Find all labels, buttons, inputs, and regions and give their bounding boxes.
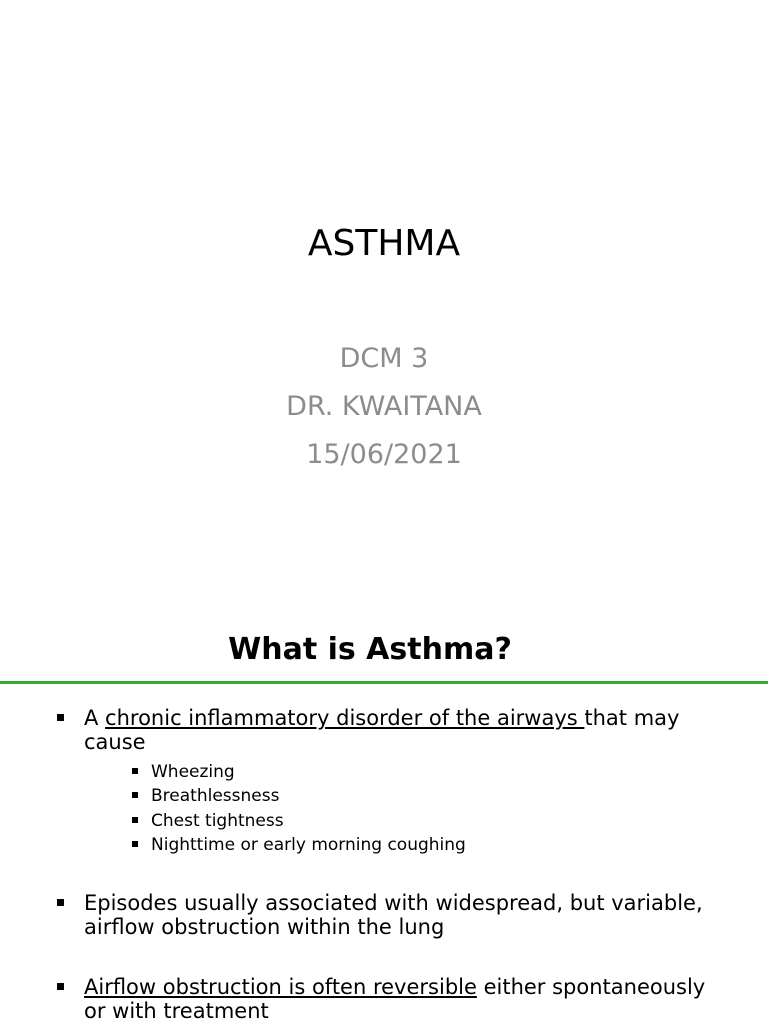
slide-subtitle [0, 335, 768, 479]
square-bullet-icon [132, 817, 138, 823]
sub-bullet-coughing [151, 835, 466, 855]
bullet-reversible [84, 975, 724, 1023]
sub-bullet-text: Nighttime or early morning coughing [151, 835, 466, 855]
sub-bullet-wheezing [151, 762, 235, 782]
bullet-definition [84, 706, 724, 754]
bullet-text-suffix: that may cause [84, 706, 680, 754]
square-bullet-icon [57, 983, 64, 990]
bullet-text-underlined: chronic inflammatory disorder of the airways [105, 706, 585, 730]
sub-bullet-text: Chest tightness [151, 811, 284, 831]
sub-bullet-text: Breathlessness [151, 786, 280, 806]
square-bullet-icon [132, 841, 138, 847]
bullet-text: Episodes usually associated with widespread, but variable, airflow obstruction within the lung [84, 891, 703, 939]
bullet-text-prefix: A [84, 706, 106, 730]
sub-bullet-text: Wheezing [151, 762, 235, 782]
subtitle-author: DR. KWAITANA [286, 391, 482, 422]
bullet-text-suffix: either spontaneously or with treatment [84, 975, 706, 1023]
title-divider [0, 681, 768, 684]
square-bullet-icon [57, 899, 64, 906]
slide-title: ASTHMA [307, 223, 461, 264]
sub-bullet-chest-tightness [151, 811, 284, 831]
bullet-text-underlined: Airflow obstruction is often reversible [84, 975, 477, 999]
square-bullet-icon [57, 714, 64, 721]
subtitle-course: DCM 3 [339, 343, 429, 374]
bullet-episodes [84, 891, 724, 939]
square-bullet-icon [132, 792, 138, 798]
sub-bullet-breathlessness [151, 786, 279, 806]
section-title: What is Asthma? [228, 632, 512, 667]
subtitle-date: 15/06/2021 [306, 439, 462, 470]
square-bullet-icon [132, 768, 138, 774]
